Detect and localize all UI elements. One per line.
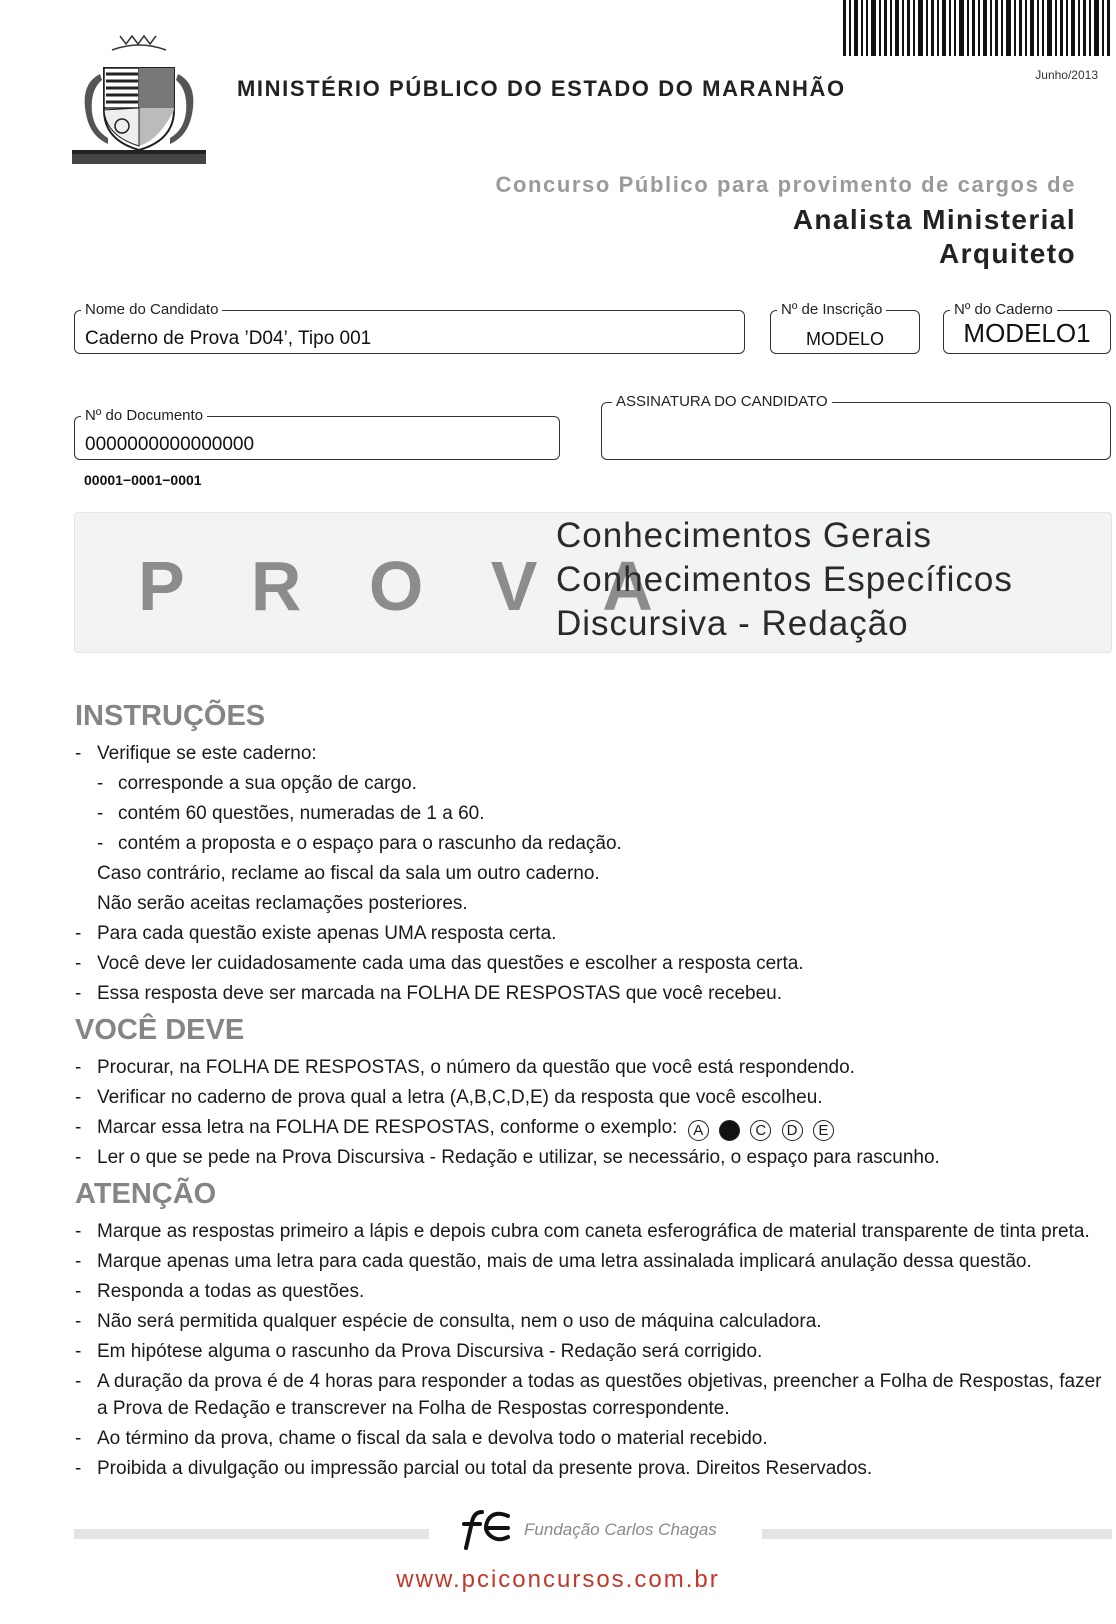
list-item: - Você deve ler cuidadosamente cada uma das questões e escolher a resposta certa.	[75, 949, 1105, 979]
exam-parts	[556, 514, 1013, 646]
attention-list	[75, 1217, 1105, 1484]
list-item: - Verifique se este caderno:	[75, 739, 1105, 769]
footer-rule-left	[74, 1529, 429, 1539]
list-item: - Para cada questão existe apenas UMA resposta certa.	[75, 919, 1105, 949]
list-item: - A duração da prova é de 4 horas para responder a todas as questões objetivas, preencher a Folha de Respostas, fazer a Prova de Redação e transcrever na Folha de Respostas correspondente.	[75, 1368, 1105, 1422]
attention-heading: ATENÇÃO	[75, 1178, 217, 1210]
answer-bubble-a: A	[688, 1120, 709, 1141]
fcc-logo-icon	[460, 1508, 512, 1552]
exam-title: P R O V A	[138, 547, 677, 625]
document-number-field[interactable]	[74, 407, 560, 460]
role-title: Analista Ministerial	[792, 204, 1076, 235]
list-item: - Ao término da prova, chame o fiscal da sala e devolva todo o material recebido.	[75, 1424, 1105, 1454]
exam-part: Discursiva - Redação	[556, 604, 909, 643]
list-item: - Marque as respostas primeiro a lápis e depois cubra com caneta esferográfica de material transparente de tinta preta.	[75, 1217, 1105, 1247]
list-item	[75, 1113, 1105, 1143]
list-item: - Essa resposta deve ser marcada na FOLHA DE RESPOSTAS que você recebeu.	[75, 979, 1105, 1009]
contest-title: Concurso Público para provimento de cargos de	[495, 172, 1076, 197]
answer-bubble-e: E	[813, 1120, 834, 1141]
footer-rule-right	[762, 1529, 1112, 1539]
answer-bubble-c: C	[750, 1120, 771, 1141]
answer-bubble-b-filled: B	[719, 1120, 740, 1141]
ministry-name: MINISTÉRIO PÚBLICO DO ESTADO DO MARANHÃO	[237, 76, 846, 101]
list-item: - Marque apenas uma letra para cada questão, mais de uma letra assinalada implicará anulação dessa questão.	[75, 1247, 1105, 1277]
candidate-signature-label: ASSINATURA DO CANDIDATO	[612, 392, 832, 412]
list-item: Caso contrário, reclame ao fiscal da sala um outro caderno.	[97, 863, 600, 884]
exam-date: Junho/2013	[1035, 68, 1098, 82]
exam-part: Conhecimentos Específicos	[556, 560, 1013, 599]
list-item: - Proibida a divulgação ou impressão parcial ou total da presente prova. Direitos Reservados.	[75, 1454, 1105, 1484]
candidate-name-field[interactable]	[74, 301, 745, 354]
exam-part: Conhecimentos Gerais	[556, 516, 932, 555]
candidate-signature-field[interactable]	[601, 393, 1111, 460]
booklet-code: 00001−0001−0001	[84, 472, 202, 488]
you-must-heading: VOCÊ DEVE	[75, 1014, 245, 1046]
candidate-name-label: Nome do Candidato	[81, 300, 222, 320]
list-item: - Não será permitida qualquer espécie de consulta, nem o uso de máquina calculadora.	[75, 1307, 1105, 1337]
instructions-heading: INSTRUÇÕES	[75, 700, 266, 732]
list-item: Não serão aceitas reclamações posteriores.	[97, 893, 468, 914]
list-item: - Procurar, na FOLHA DE RESPOSTAS, o número da questão que você está respondendo.	[75, 1053, 1105, 1083]
booklet-number-label: Nº do Caderno	[950, 300, 1057, 320]
example-text: Marcar essa letra na FOLHA DE RESPOSTAS, conforme o exemplo:	[97, 1117, 678, 1138]
instructions-list	[75, 739, 1105, 1009]
source-url: www.pciconcursos.com.br	[396, 1566, 720, 1593]
answer-bubble-d: D	[782, 1120, 803, 1141]
list-item: - contém 60 questões, numeradas de 1 a 60.	[75, 799, 1105, 829]
list-item: - contém a proposta e o espaço para o rascunho da redação.	[75, 829, 1105, 859]
document-number-label: Nº do Documento	[81, 406, 207, 426]
registration-number-label: Nº de Inscrição	[777, 300, 886, 320]
candidate-name-value: Caderno de Prova ’D04’, Tipo 001	[85, 328, 372, 349]
foundation-name: Fundação Carlos Chagas	[524, 1520, 717, 1539]
registration-number-field[interactable]	[770, 301, 920, 354]
list-item: - Responda a todas as questões.	[75, 1277, 1105, 1307]
list-item: - corresponde a sua opção de cargo.	[75, 769, 1105, 799]
state-coat-of-arms-icon	[70, 28, 208, 166]
booklet-number-field[interactable]	[943, 301, 1111, 354]
barcode	[843, 0, 1113, 58]
document-number-value: 0000000000000000	[85, 434, 255, 455]
you-must-list	[75, 1053, 1105, 1173]
list-item: - Verificar no caderno de prova qual a letra (A,B,C,D,E) da resposta que você escolheu.	[75, 1083, 1105, 1113]
role-subtitle: Arquiteto	[938, 238, 1076, 269]
booklet-number-value: MODELO1	[963, 318, 1091, 348]
registration-number-value: MODELO	[805, 329, 884, 349]
list-item: - Ler o que se pede na Prova Discursiva - Redação e utilizar, se necessário, o espaço para rascunho.	[75, 1143, 1105, 1173]
list-item: - Em hipótese alguma o rascunho da Prova Discursiva - Redação será corrigido.	[75, 1337, 1105, 1367]
